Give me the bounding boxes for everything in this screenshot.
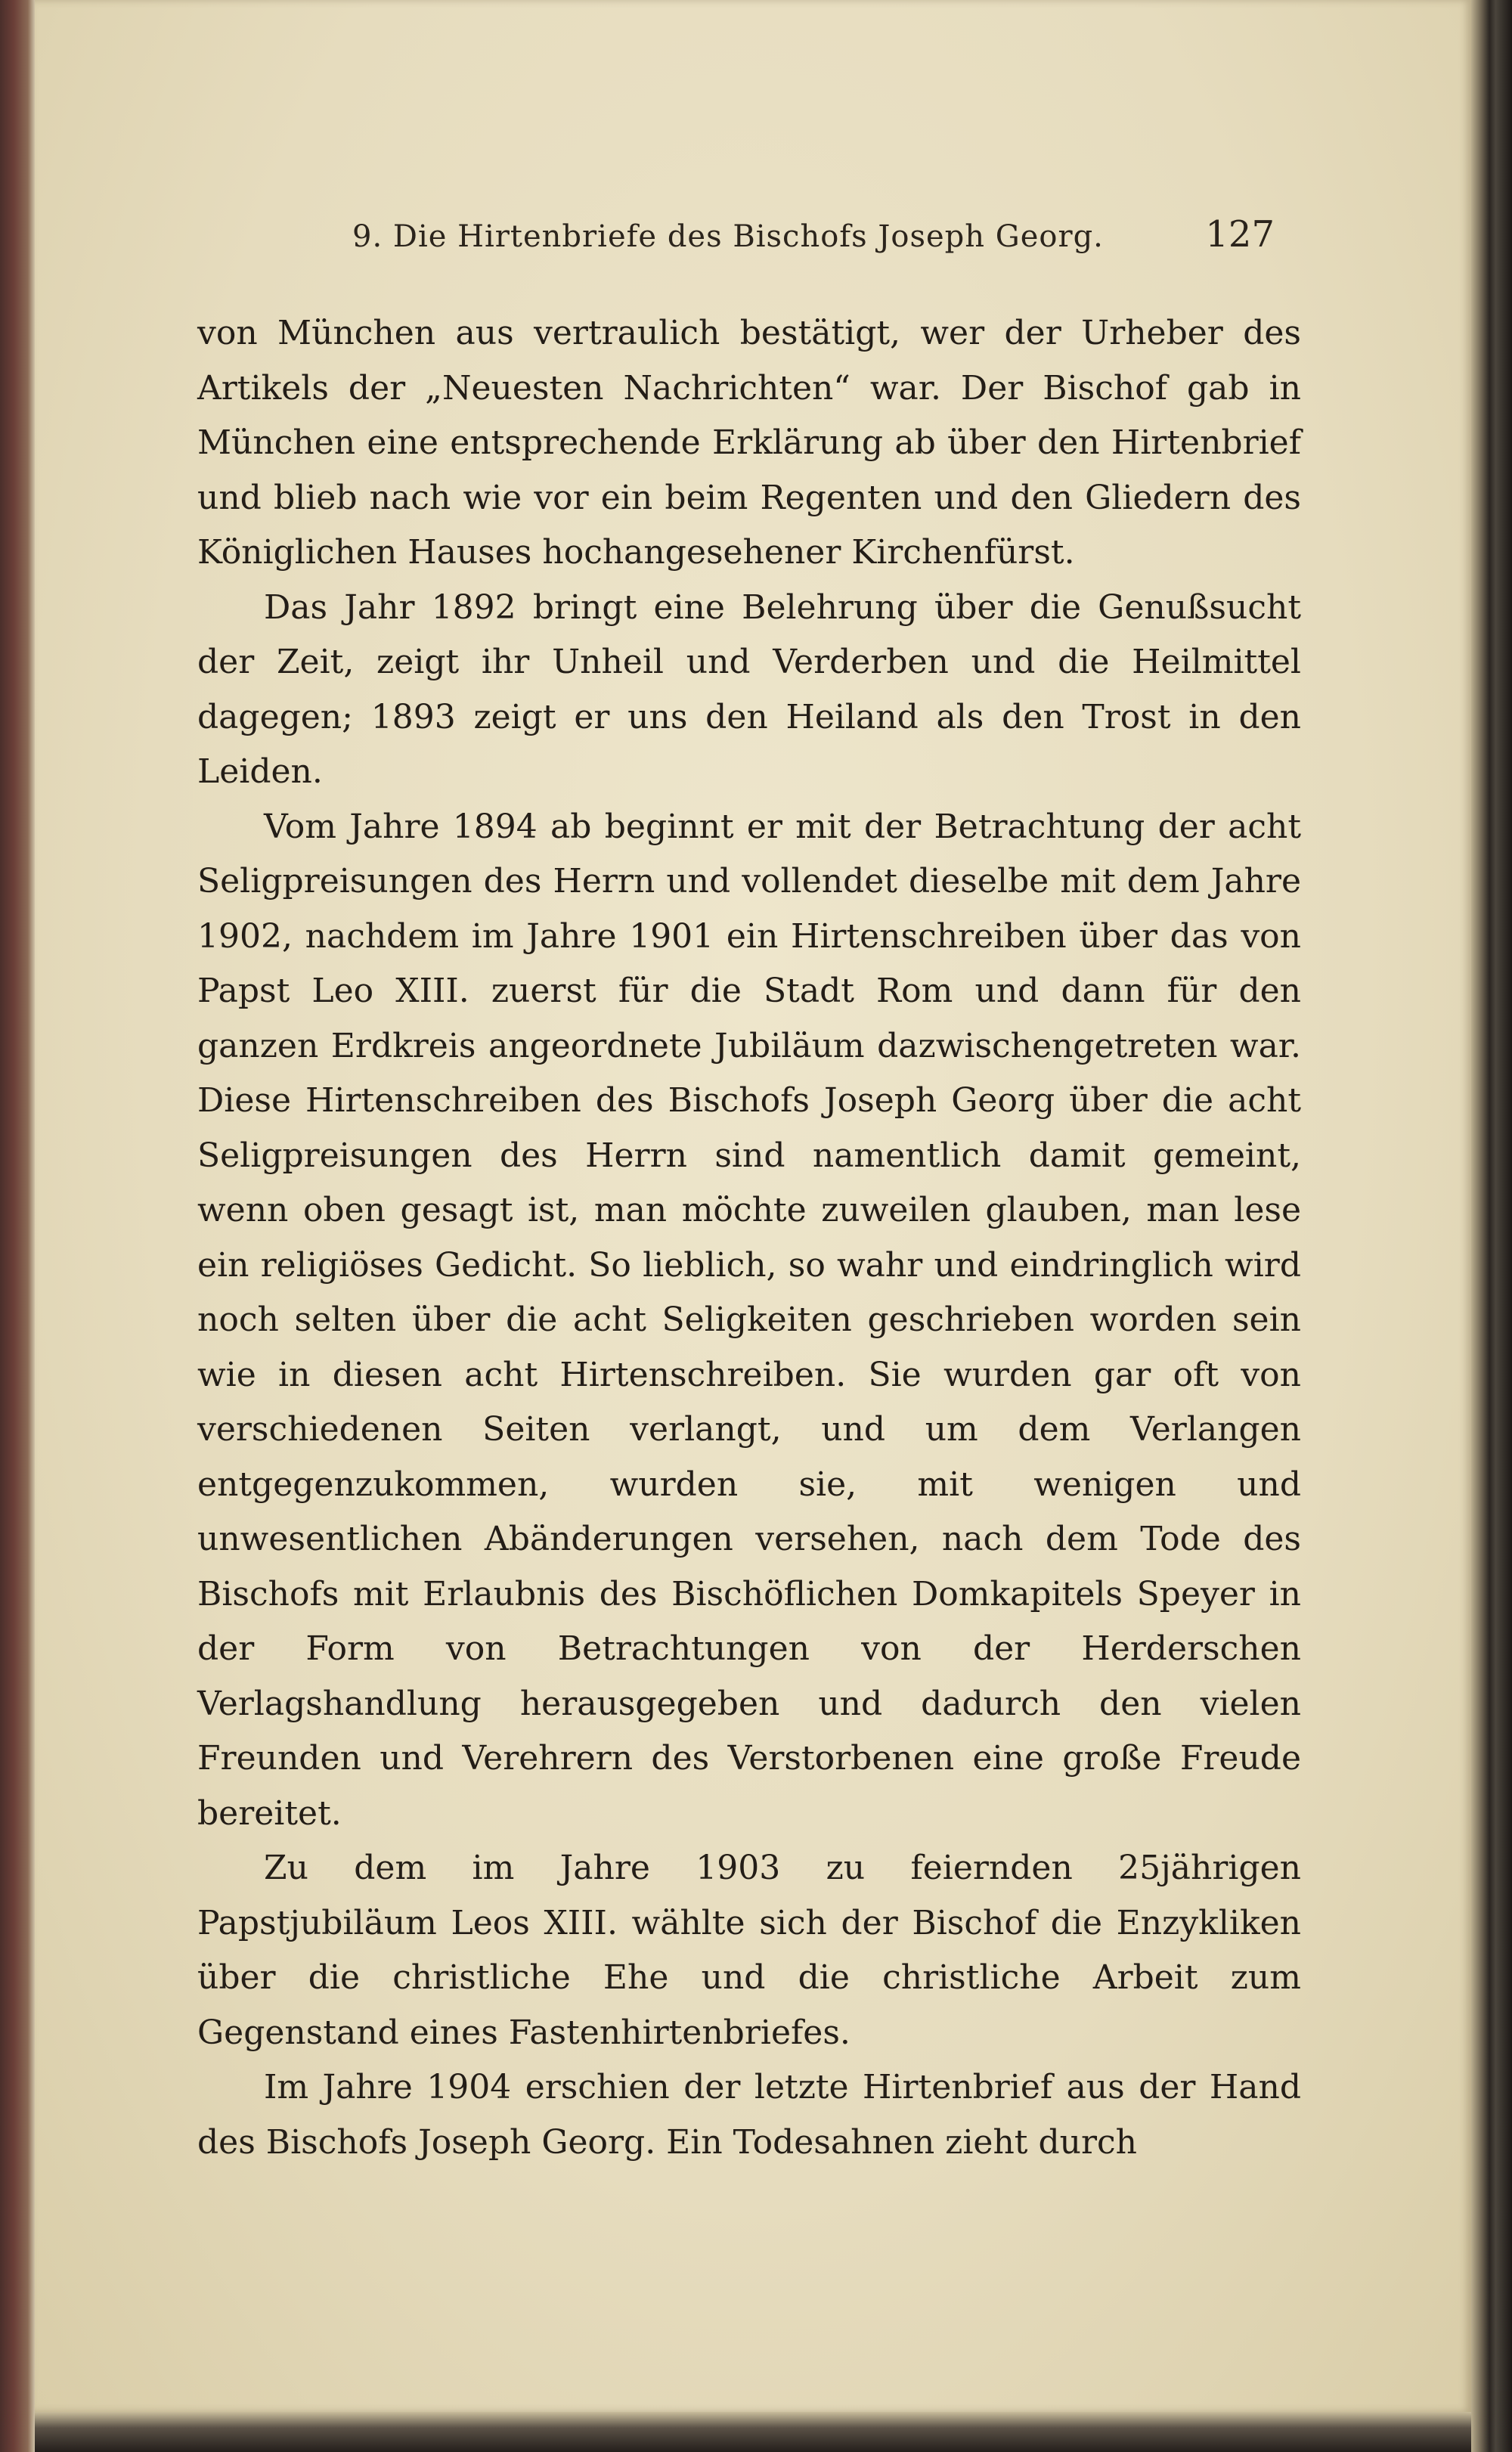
page-header [352,213,1275,266]
bottom-page-edge [35,2412,1471,2452]
paragraph: Das Jahr 1892 bringt eine Belehrung über die Genußsucht der Zeit, zeigt ihr Unheil und Verderben und die Heilmittel dagegen; 1893 zeigt er uns den Heiland als den Trost in den Leiden. [197,587,1301,791]
body-text [197,306,1301,2170]
page-paper [35,0,1471,2412]
paragraph: Vom Jahre 1894 ab beginnt er mit der Betrachtung der acht Seligpreisungen des Herrn und vollendet dieselbe mit dem Jahre 1902, nachdem im Jahre 1901 ein Hirtenschreiben über das von Papst Leo XIII. zuerst für die Stadt Rom und dann für den ganzen Erdkreis angeordnete Jubiläum dazwischengetreten war. Diese Hirtenschreiben des Bischofs Joseph Georg über die acht Seligpreisungen des Herrn sind namentlich damit gemeint, wenn oben gesagt ist, man möchte zuweilen glauben, man lese ein religiöses Gedicht. So lieblich, so wahr und eindringlich wird noch selten über die acht Seligkeiten geschrieben worden sein wie in diesen acht Hirtenschreiben. Sie wurden gar oft von verschiedenen Seiten verlangt, und um dem Verlangen entgegenzukommen, wurden sie, mit wenigen und unwesentlichen Abänderungen versehen, nach dem Tode des Bischofs mit Erlaubnis des Bischöflichen Domkapitels Speyer in der Form von Betrachtungen von der Herderschen Verlagshandlung herausgegeben und dadurch den vielen Freunden und Verehrern des Verstorbenen eine große Freude bereitet. [197,807,1301,1833]
running-head: 9. Die Hirtenbriefe des Bischofs Joseph Georg. [352,219,1104,254]
page-number: 127 [1205,213,1275,256]
paragraph: Im Jahre 1904 erschien der letzte Hirtenbrief aus der Hand des Bischofs Joseph Georg. Ein Todesahnen zieht durch [197,2068,1301,2162]
left-page-edge [0,0,35,2452]
right-page-edge [1471,0,1512,2452]
paragraph: Zu dem im Jahre 1903 zu feiernden 25jährigen Papstjubiläum Leos XIII. wählte sich der Bischof die Enzykliken über die christliche Ehe und die christliche Arbeit zum Gegenstand eines Fastenhirtenbriefes. [197,1849,1301,2052]
paragraph: von München aus vertraulich bestätigt, wer der Urheber des Artikels der „Neuesten Nachrichten“ war. Der Bischof gab in München eine entsprechende Erklärung ab über den Hirtenbrief und blieb nach wie vor ein beim Regenten und den Gliedern des Königlichen Hauses hochangesehener Kirchenfürst. [197,314,1301,572]
